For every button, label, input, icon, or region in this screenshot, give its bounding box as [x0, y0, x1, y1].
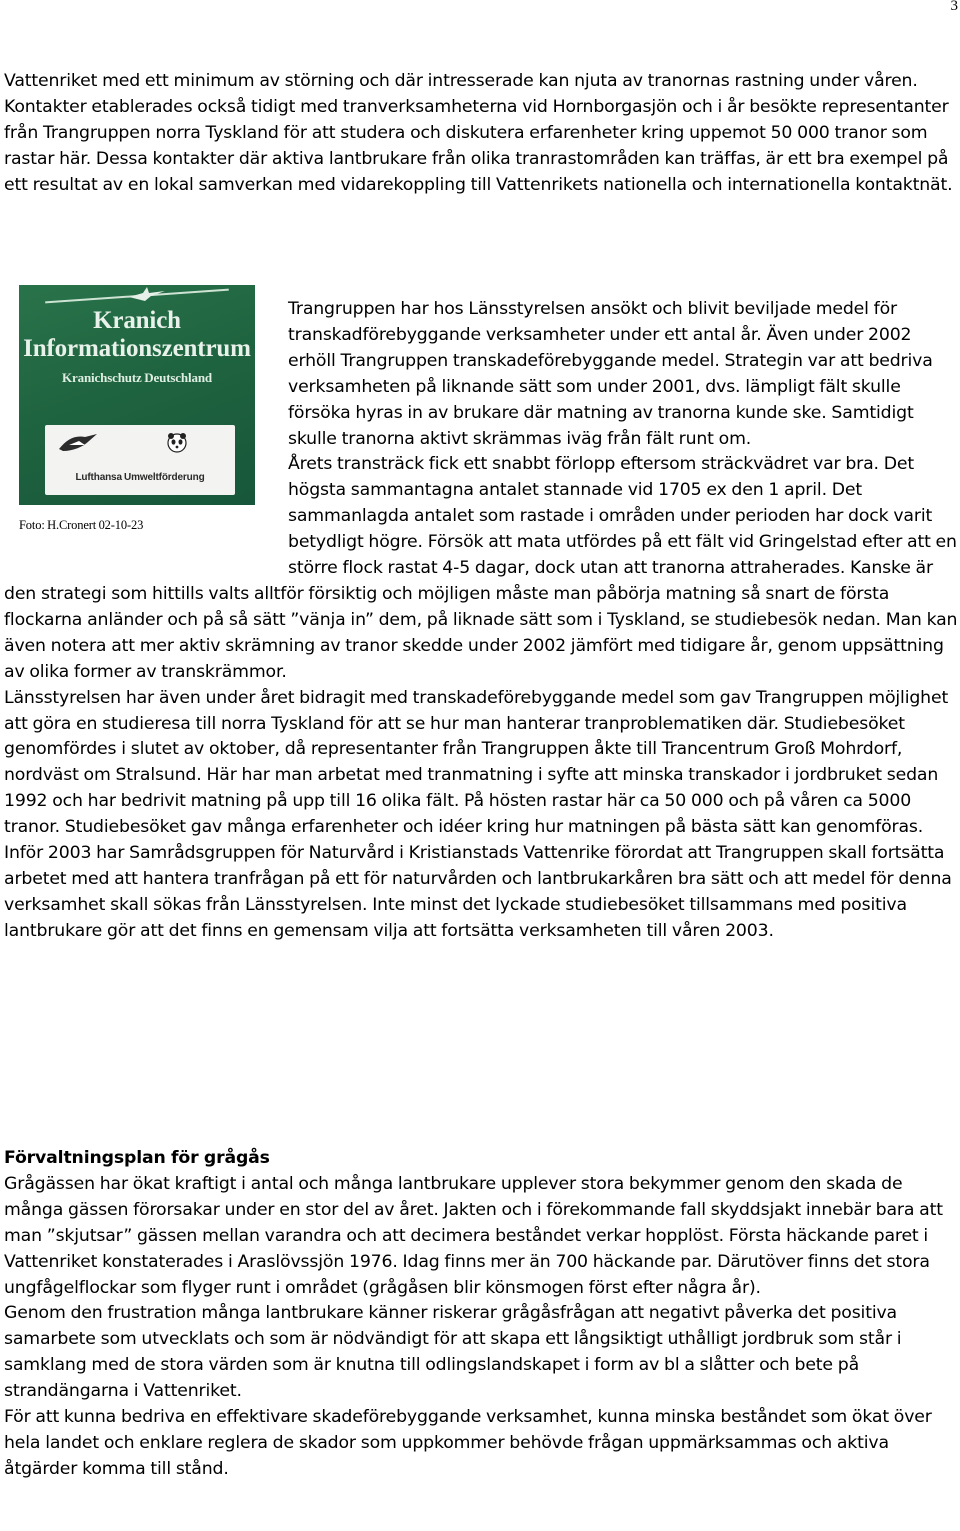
paragraph: Grågässen har ökat kraftigt i antal och många lantbrukare upplever stora bekymmer genom den skada de många gässen förorsakar under en stor del av året. Jakten och i förekommande fall skyddsjakt innebär bara att man ”skjutsar” gässen mellan varandra och att decimera beståndet verkar hopplöst. Första häckande paret i Vattenriket konstaterades i Araslövssjön 1976. Idag finns mer än 700 häckande par. Därutöver finns det stora ungfågelflockar som flyger runt i området (grågåsen blir könsmogen först efter några år). — [4, 1173, 943, 1298]
kranich-sign-photo — [19, 285, 255, 505]
paragraph: Inför 2003 har Samrådsgruppen för Naturvård i Kristianstads Vattenrike förordat att Trangruppen skall fortsätta arbetet med att hantera tranfrågan på ett för naturvården och lantbrukarkåren bra sätt och att medel för denna verksamhet skall sökas från Länsstyrelsen. Inte minst det lyckade studiebesöket tillsammans med positiva lantbrukare gör att det finns en gemensam vilja att fortsätta verksamheten till våren 2003. — [4, 843, 952, 941]
stork-icon — [55, 431, 101, 457]
intro-section — [4, 69, 956, 199]
paragraph: Vattenriket med ett minimum av störning och där intresserade kan njuta av tranornas rastning under våren. — [4, 71, 918, 91]
sponsor-panel — [45, 425, 235, 495]
sign-title-line: Kranich — [93, 307, 181, 334]
photo-figure — [4, 297, 284, 561]
sign-title — [19, 307, 255, 363]
crane-logo-icon — [127, 285, 167, 303]
paragraph: Länsstyrelsen har även under året bidragit med transkadeförebyggande medel som gav Trangruppen möjlighet att göra en studieresa till norra Tyskland för att se hur man hanterar tranproblematiken där. Studiebesöket genomfördes i slutet av oktober, då representanter från Trangruppen åkte till Trancentrum Groß Mohrdorf, nordväst om Stralsund. Här har man arbetat med tranmatning i syfte att minska transkador i jordbruket sedan 1992 och har bedrivit matning på upp till 16 olika fält. På hösten rastar här ca 50 000 och på våren ca 5000 tranor. Studiebesöket gav många erfarenheter och idéer kring hur matningen på bästa sätt kan genomföras. — [4, 687, 949, 838]
sponsor-text: Lufthansa Umweltförderung — [75, 472, 205, 484]
sign-title-line: Informationszentrum — [23, 335, 251, 362]
sign-subtitle: Kranichschutz Deutschland — [62, 370, 212, 385]
paragraph: Trangruppen har hos Länsstyrelsen ansökt och blivit beviljade medel för transkadförebyggande verksamheter under ett antal år. Även under 2002 erhöll Trangruppen transkadeförebyggande medel. Strategin var att bedriva verksamheten på liknande sätt som under 2001, dvs. lämpligt fält skulle försöka hyras in av brukare där matning av tranorna kunde ske. Samtidigt skulle tranorna aktivt skrämmas iväg från fält runt om. — [288, 299, 933, 449]
section-heading: Förvaltningsplan för grågås — [4, 1148, 270, 1168]
paragraph: Årets transträck fick ett snabbt förlopp eftersom sträckvädret var bra. Det högsta sammantagna antalet stannade vid 1705 ex den 1 april. Det sammanlagda antalet som rastade i områden under perioden har dock varit betydligt högre. Försök att mata utfördes på ett fält vid Gringelstad efter att en större flock rastat 4-5 dagar, dock utan att tranorna attraherades. Kanske är den strategi som hittills valts alltför försiktig och möjligen måste man påbörja matning så snart de första flockarna anländer och på så sätt ”vänja in” dem, på liknade sätt som i Tyskland, se studiebesök nedan. Man kan även notera att mer aktiv skrämning av tranor skedde under 2002 jämfört med tidigare år, genom uppsättning av olika former av transkrämmor. — [4, 454, 958, 682]
photo-caption: Foto: H.Cronert 02-10-23 — [19, 518, 144, 532]
paragraph: Genom den frustration många lantbrukare känner riskerar grågåsfrågan att negativt påverka det positiva samarbete som utvecklats och som är nödvändigt för att skapa ett långsiktigt uthålligt jordbruk som står i samklang med de stora värden som är knutna till odlingslandskapet i form av bl a slåtter och bete på strandängarna i Vattenriket. — [4, 1303, 902, 1402]
paragraph: Kontakter etablerades också tidigt med tranverksamheterna vid Hornborgasjön och i år besökte representanter från Trangruppen norra Tyskland för att studera och diskutera erfarenheter kring uppemot 50 000 tranor som rastar här. Dessa kontakter där aktiva lantbrukare från olika tranrastområden kan träffas, är ett bra exempel på ett resultat av en lokal samverkan med vidarekoppling till Vattenrikets nationella och internationella kontaktnät. — [4, 96, 953, 195]
wwf-panda-icon — [165, 431, 189, 455]
paragraph: För att kunna bedriva en effektivare skadeförebyggande verksamhet, kunna minska beståndet som ökat över hela landet och enklare reglera de skador som uppkommer behövde frågan uppmärksammas och aktiva åtgärder komma till stånd. — [4, 1407, 932, 1479]
float-section — [4, 297, 960, 945]
graagas-section — [4, 1146, 956, 1483]
page-number: 3 — [950, 0, 958, 14]
